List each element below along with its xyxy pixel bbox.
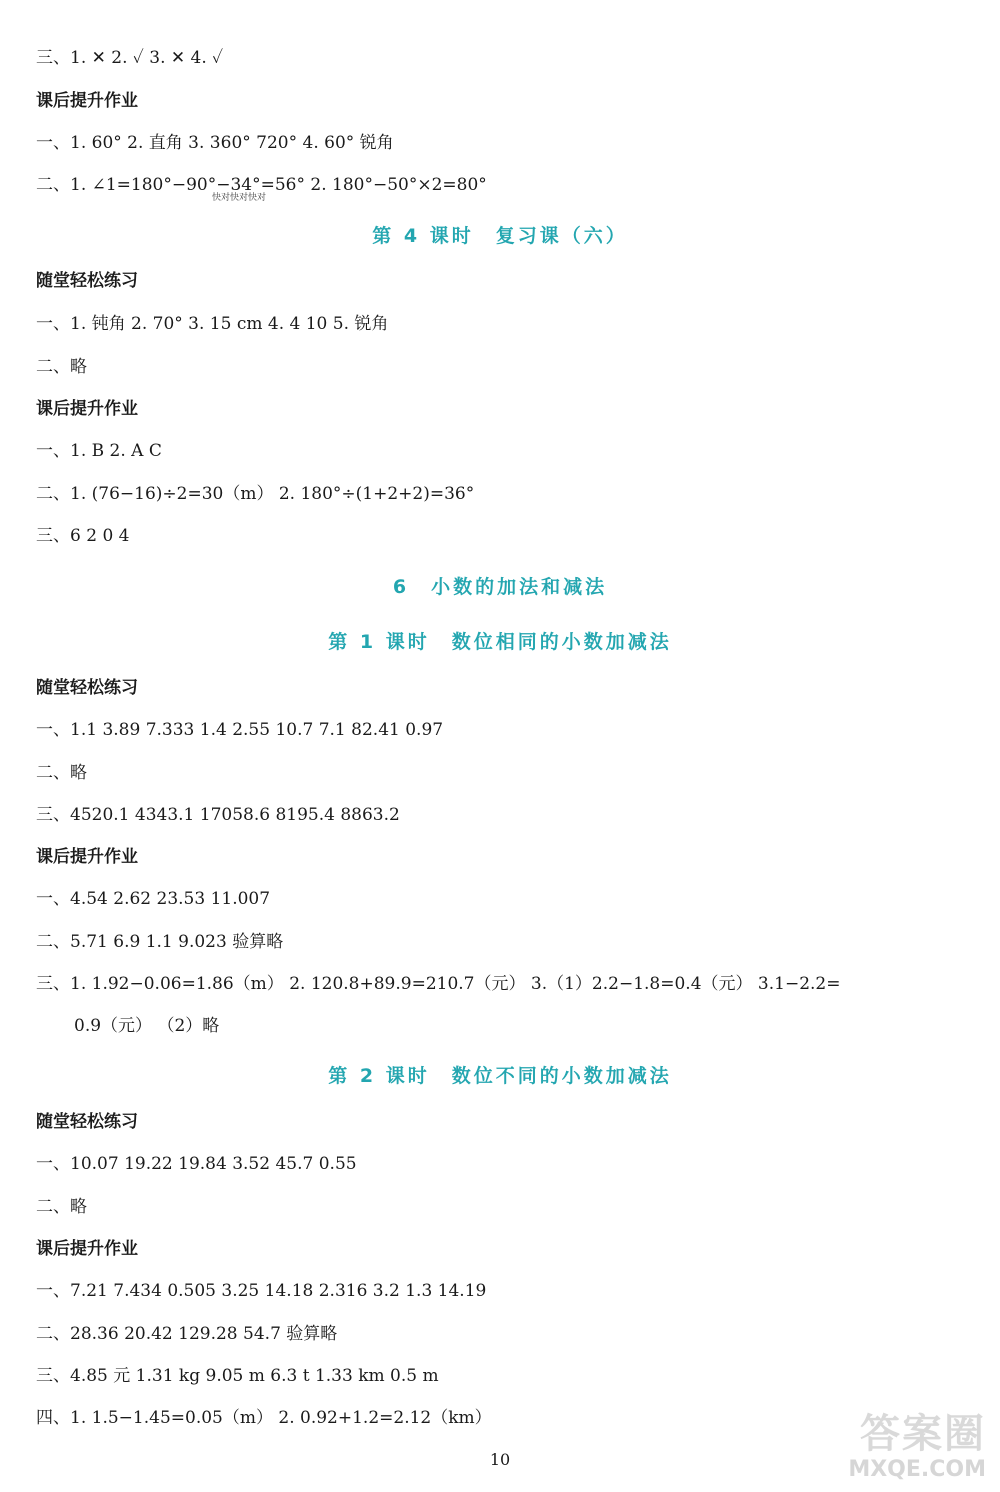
answer-line: 二、略: [36, 357, 87, 377]
watermark-brand: 答案圈: [860, 1411, 986, 1457]
section-heading: 随堂轻松练习: [36, 1112, 138, 1132]
section-heading: 课后提升作业: [36, 1239, 138, 1259]
section-heading: 课后提升作业: [36, 399, 138, 419]
answer-line: 四、1. 1.5−1.45=0.05（m） 2. 0.92+1.2=2.12（km）: [36, 1408, 492, 1428]
answer-line: 二、28.36 20.42 129.28 54.7 验算略: [36, 1324, 338, 1344]
answer-line: 二、略: [36, 763, 87, 783]
lesson-title: 第 4 课时 复习课（六）: [372, 225, 628, 247]
answer-line: 二、略: [36, 1197, 87, 1217]
answer-line: 一、4.54 2.62 23.53 11.007: [36, 889, 271, 909]
answer-line: 一、10.07 19.22 19.84 3.52 45.7 0.55: [36, 1154, 357, 1174]
answer-line: 一、1.1 3.89 7.333 1.4 2.55 10.7 7.1 82.41 0.97: [36, 720, 444, 740]
answer-line: 二、1. (76−16)÷2=30（m） 2. 180°÷(1+2+2)=36°: [36, 484, 475, 504]
section-heading: 随堂轻松练习: [36, 678, 138, 698]
lesson-title: 第 1 课时 数位相同的小数加减法: [328, 631, 672, 653]
section-heading: 课后提升作业: [36, 847, 138, 867]
watermark-url: MXQE.COM: [848, 1457, 986, 1482]
answer-line: 三、4520.1 4343.1 17058.6 8195.4 8863.2: [36, 805, 400, 825]
answer-line: 一、1. B 2. A C: [36, 441, 162, 461]
unit-title: 6 小数的加法和减法: [392, 576, 608, 598]
page-number: 10: [489, 1450, 511, 1469]
section-heading: 课后提升作业: [36, 91, 138, 111]
answer-line: 三、4.85 元 1.31 kg 9.05 m 6.3 t 1.33 km 0.5 m: [36, 1366, 439, 1386]
watermark: [806, 1402, 986, 1482]
answer-line: 0.9（元） （2）略: [74, 1016, 220, 1036]
lesson-title: 第 2 课时 数位不同的小数加减法: [328, 1065, 672, 1087]
answer-line: 三、1. 1.92−0.06=1.86（m） 2. 120.8+89.9=210.7（元） 3.（1）2.2−1.8=0.4（元） 3.1−2.2=: [36, 974, 841, 994]
stamp-text: 快对快对快对: [212, 193, 267, 203]
answer-line: 一、7.21 7.434 0.505 3.25 14.18 2.316 3.2 1.3 14.19: [36, 1281, 487, 1301]
answer-line: 三、6 2 0 4: [36, 526, 130, 546]
answer-line: 二、5.71 6.9 1.1 9.023 验算略: [36, 932, 284, 952]
answer-line: 一、1. 钝角 2. 70° 3. 15 cm 4. 4 10 5. 锐角: [36, 314, 389, 334]
answer-line: 三、1. ✕ 2. ✓ 3. ✕ 4. ✓: [36, 48, 224, 68]
section-heading: 随堂轻松练习: [36, 271, 138, 291]
answer-line: 一、1. 60° 2. 直角 3. 360° 720° 4. 60° 锐角: [36, 133, 394, 153]
answer-line: 二、1. ∠1=180°−90°−34°=56° 2. 180°−50°×2=80°: [36, 175, 487, 195]
